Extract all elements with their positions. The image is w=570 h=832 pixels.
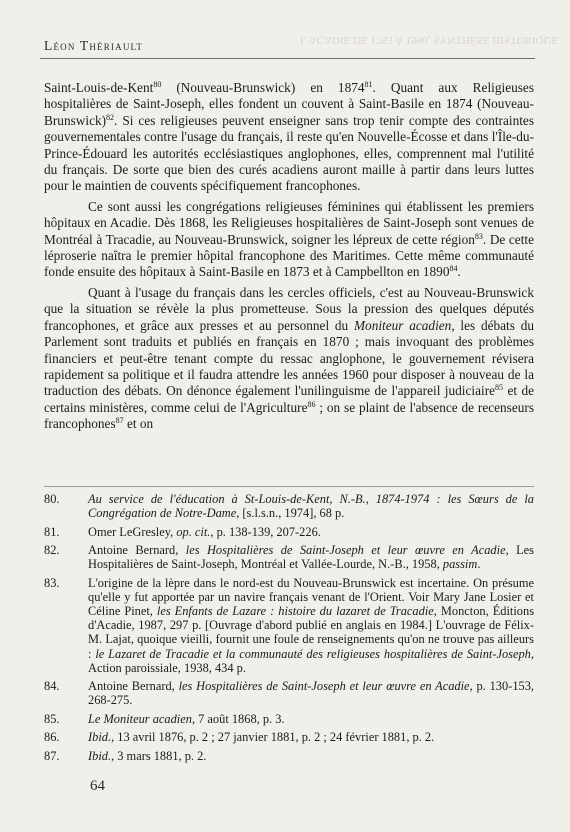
- running-head: Léon Thériault: [44, 38, 144, 53]
- footnote: [44, 679, 534, 707]
- text-run: (Nouveau-Brunswick) en 1874: [161, 80, 365, 95]
- footnote-text: [88, 525, 534, 539]
- footnote-number: 81.: [44, 524, 60, 539]
- citation-text: , 7 août 1868, p. 3.: [191, 711, 285, 726]
- footnote-text: [88, 749, 534, 763]
- citation-text: , [s.l.s.n., 1974], 68 p.: [236, 506, 345, 521]
- citation-text: .: [477, 557, 481, 572]
- text-run: Saint-Louis-de-Kent: [44, 80, 154, 95]
- citation-text: Antoine Bernard,: [88, 679, 179, 694]
- page-number: 64: [90, 778, 105, 794]
- text-run: Quant à l'usage du français dans les cercles officiels, c'est au Nouveau-Brunswick que la situation se révèle la plus prometteuse. Sous la pression des quelques députés francophones, et grâce aux presses et au personnel du: [44, 284, 534, 333]
- footnote-ref: 85: [495, 383, 504, 393]
- citation-text: , Action paroissiale, 1938, 434 p.: [88, 646, 534, 675]
- text-run: Ce sont aussi les congrégations religieuses féminines qui établissent les premiers hôpitaux en Acadie. Dès 1868, les Religieuses hospitalières de Saint-Joseph sont venues de Montréal à Tracadie, au Nouveau-Brunswick, soigner les lépreux de cette région: [44, 198, 534, 247]
- footnote-ref: 80: [153, 80, 162, 89]
- footnote: [44, 543, 534, 571]
- footnote: [44, 576, 534, 675]
- footnote-ref: 83: [474, 231, 483, 241]
- italic-citation: les Enfants de Lazare : histoire du lazaret de Tracadie: [156, 603, 434, 618]
- citation-text: Omer LeGresley,: [88, 524, 177, 539]
- footnote-number: 80.: [44, 492, 60, 506]
- italic-citation: Ibid.: [88, 748, 112, 763]
- footnote: [44, 712, 534, 726]
- text-run: , les débats du Parlement sont traduits et publiés en français en 1870 ; mais invoquant des problèmes financiers et peut-être tenant compte du ressac anglophone, le gouvernement révisera rapidement sa politique et il faudra attendre les années 1960 pour disposer à nouveau de la traduction des débats. On dénonce également l'unilinguisme de l'appareil judiciaire: [44, 317, 534, 399]
- footnote-number: 86.: [44, 730, 60, 745]
- footnote: [44, 749, 534, 763]
- footnote-ref: 84: [449, 264, 458, 274]
- citation-text: , 3 mars 1881, p. 2.: [111, 748, 207, 763]
- footnote: [44, 492, 534, 520]
- footnote-number: 87.: [44, 748, 60, 763]
- italic-title: Moniteur acadien: [353, 317, 452, 333]
- footnote-ref: 87: [115, 416, 124, 426]
- citation-text: , Les Hospitalières de Saint-Joseph, Montréal et Vallée-Lourde, N.-B., 1958,: [88, 542, 534, 572]
- citation-text: , p. 130-153, 268-275.: [88, 679, 534, 708]
- footnote-ref: 86: [307, 399, 316, 409]
- citation-text: , Moncton, Éditions d'Acadie, 1987, 297 p. [Ouvrage d'abord publié en anglais en 1984.] L'ouvrage de Félix-M. Lajat, quoique vieilli, fournit une foule de renseignements qu'on ne trouve pas ailleurs :: [88, 603, 535, 661]
- italic-citation: Ibid.: [88, 730, 112, 745]
- footnote-number: 82.: [44, 542, 60, 557]
- italic-citation: op. cit.: [176, 524, 211, 539]
- italic-citation: le Lazaret de Tracadie et la communauté des religieuses hospitalières de Saint-Joseph: [95, 646, 531, 661]
- footnotes-list: [44, 492, 534, 767]
- italic-citation: passim: [442, 557, 478, 572]
- footnote-text: [88, 712, 534, 726]
- text-run: .: [457, 264, 461, 280]
- main-text: [44, 80, 534, 433]
- footnote-rule: [44, 486, 534, 487]
- footnote-number: 84.: [44, 679, 60, 694]
- citation-text: Antoine Bernard,: [88, 542, 186, 557]
- text-run: et de certains ministères, comme celui de l'Agriculture: [44, 383, 535, 415]
- text-run: . De cette léproserie naîtra le premier hôpital francophone des Maritimes. Cette même communauté fonde ensuite des hôpitaux à Saint-Basile en 1873 et à Campbellton en 1890: [44, 231, 534, 280]
- footnote-text: [88, 679, 534, 707]
- footnote-text: [88, 492, 534, 520]
- footnote-number: 83.: [44, 575, 60, 590]
- citation-text: L'origine de la lèpre dans le nord-est du Nouveau-Brunswick est incertaine. On présume qu'elle y fut apportée par un navire français venant de l'Orient. Voir Mary Jane Losier et Céline Pinet,: [88, 575, 534, 618]
- footnote-text: [88, 543, 534, 571]
- text-run: et on: [123, 416, 154, 432]
- text-run: ; on se plaint de l'absence de recenseurs francophones: [44, 399, 534, 432]
- paragraph-2: [44, 199, 534, 281]
- footnote-number: 85.: [44, 711, 60, 726]
- bleed-through-text: L'ACADIE DE 1763 À 1990, SYNTHÈSE HISTORIQUE: [300, 34, 559, 46]
- italic-citation: Au service de l'éducation à St-Louis-de-Kent, N.-B., 1874-1974 : les Sœurs de la Congrégation de Notre-Dame: [88, 492, 534, 521]
- citation-text: , p. 138-139, 207-226.: [210, 524, 321, 539]
- italic-citation: les Hospitalières de Saint-Joseph et leur œuvre en Acadie: [178, 679, 470, 694]
- footnote-text: [88, 576, 534, 675]
- footnote: [44, 730, 534, 744]
- footnote-ref: 81: [364, 80, 373, 89]
- italic-citation: les Hospitalières de Saint-Joseph et leur œuvre en Acadie: [185, 542, 506, 557]
- text-run: . Si ces religieuses peuvent enseigner sans trop tenir compte des contraintes gouvernementales contre l'usage du français, il reste qu'en Nouvelle-Écosse et dans l'Île-du-Prince-Édouard les autorités ecclésiastiques anglophones, elles, comprennent mal l'utilité du français. De sorte que bien des curés acadiens auront maille à partir dans leurs luttes pour le maintien de couvents spécifiquement francophones.: [44, 112, 534, 194]
- header-rule: [40, 58, 535, 59]
- footnote-ref: 82: [106, 112, 115, 122]
- text-run: . Quant aux Religieuses hospitalières de Saint-Joseph, elles fondent un couvent à Saint-Basile en 1874 (Nouveau-Brunswick): [44, 80, 534, 128]
- footnote-text: [88, 730, 534, 744]
- paragraph-1: [44, 80, 534, 195]
- paragraph-3: [44, 285, 534, 433]
- italic-citation: Le Moniteur acadien: [88, 711, 192, 726]
- footnote: [44, 525, 534, 539]
- citation-text: , 13 avril 1876, p. 2 ; 27 janvier 1881, p. 2 ; 24 février 1881, p. 2.: [111, 730, 435, 745]
